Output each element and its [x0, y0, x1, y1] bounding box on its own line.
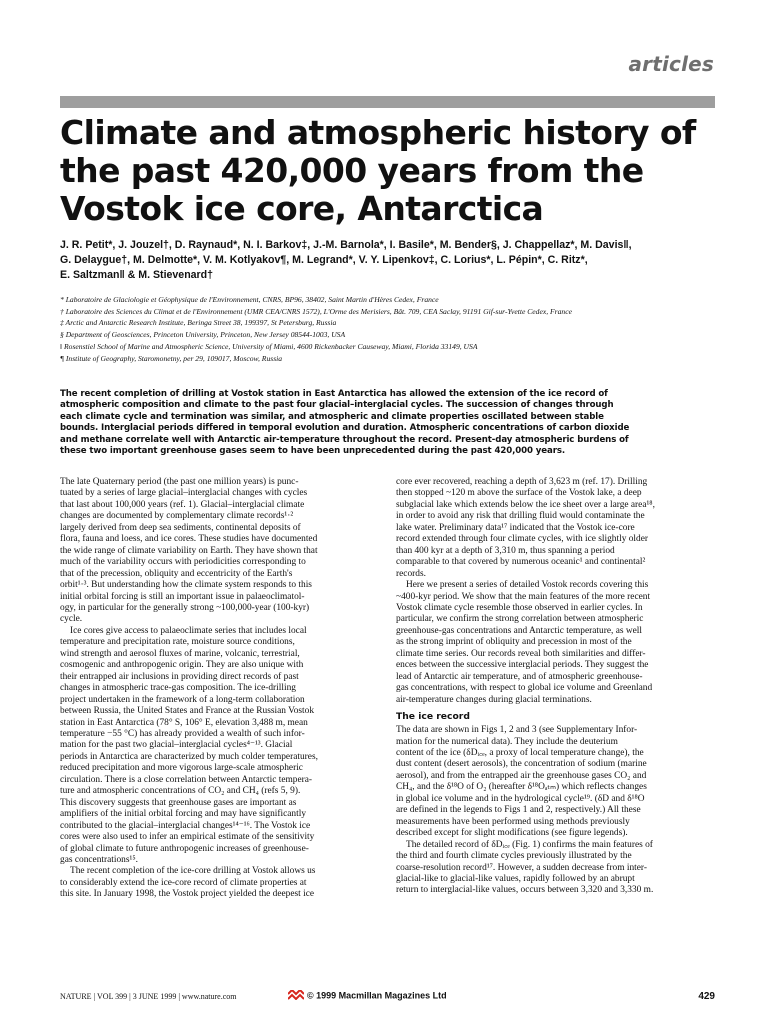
text-line: climate time series. Our records reveal both similarities and differ-	[396, 648, 646, 659]
page-number: 429	[698, 991, 715, 1002]
text-line: flora, fauna and loess, and ice cores. These studies have documented	[60, 534, 318, 545]
text-line: in global ice volume and in the hydrological cycle¹⁹. (δD and δ¹⁸O	[396, 793, 645, 804]
text-line: CH₄, and the δ¹⁸O of O₂ (hereafter δ¹⁸Oₐₜₘ) which reflects changes	[396, 782, 647, 793]
text-line: tuated by a series of large glacial–interglacial changes with cycles	[60, 488, 308, 499]
abstract	[60, 389, 720, 457]
header-rule	[60, 96, 715, 108]
journal-citation: NATURE | VOL 399 | 3 JUNE 1999 | www.nature.com	[60, 992, 237, 1001]
affiliation: § Department of Geosciences, Princeton University, Princeton, New Jersey 08544-1003, USA	[60, 330, 346, 340]
text-line: largely derived from deep sea sediments, continental deposits of	[60, 522, 301, 533]
text-line: described except for slight modifications (see figure legends).	[396, 828, 628, 839]
text-line: The data are shown in Figs 1, 2 and 3 (see Supplementary Infor-	[396, 725, 638, 736]
text-line: orbit¹·³. But understanding how the climate system responds to this	[60, 580, 312, 591]
text-line: station in East Antarctica (78° S, 106° E, elevation 3,488 m, mean	[60, 717, 308, 728]
text-line: temperature −55 °C) has already provided a wealth of such infor-	[60, 728, 305, 739]
macmillan-logo-icon	[288, 990, 304, 1002]
text-line: glacial-like to glacial-like values, rapidly followed by an abrupt	[396, 873, 635, 884]
text-line: ences between the successive interglacial periods. They suggest the	[396, 660, 649, 671]
affiliation: ‖ Rosenstiel School of Marine and Atmospheric Science, University of Miami, 4600 Rickenbacker Causeway, Miami, Florida 33149, USA	[60, 341, 478, 351]
text-line: subglacial lake which extends below the ice sheet over a large area¹⁸,	[396, 499, 655, 510]
text-line: periods in Antarctica are characterized by much colder temperatures,	[60, 751, 318, 762]
text-line: The late Quaternary period (the past one million years) is punc-	[60, 477, 299, 487]
text-line: temperature and precipitation rate, moisture source conditions,	[60, 637, 295, 648]
logo-wave-bottom	[288, 995, 304, 999]
article-title	[60, 114, 720, 228]
logo-wave-top	[288, 990, 304, 994]
abstract-line: each climate cycle and termination was similar, and atmospheric and climate properties oscillated between stable	[60, 411, 604, 422]
text-line: The detailed record of δDᵢ꜀ₑ (Fig. 1) confirms the main features of	[406, 839, 653, 850]
text-line: as the strong imprint of obliquity and precession in most of the	[396, 637, 632, 648]
text-line: the wide range of climate variability on Earth. They have shown that	[60, 545, 318, 556]
text-line: the third and fourth climate cycles previously illustrated by the	[396, 851, 632, 862]
text-line: this site. In January 1998, the Vostok project yielded the deepest ice	[60, 889, 315, 900]
text-line: contributed to the glacial–interglacial changes¹⁴⁻¹⁶. The Vostok ice	[60, 820, 311, 831]
body-column-right	[396, 477, 722, 897]
title-line: Climate and atmospheric history of	[60, 113, 696, 152]
text-line: cores were also used to infer an empirical estimate of the sensitivity	[60, 832, 315, 843]
text-line: mation for the past two glacial–interglacial cycles⁴⁻¹³. Glacial	[60, 740, 293, 751]
text-line: initial orbital forcing is still an important issue in palaeoclimatol-	[60, 591, 305, 602]
abstract-line: these two important greenhouse gases seem to have been unprecedented during the past 420,000 years.	[60, 446, 566, 457]
text-line: that of the precession, obliquity and eccentricity of the Earth's	[60, 568, 293, 579]
text-line: gas concentrations, with respect to global ice volume and Greenland	[396, 683, 653, 694]
affiliation: † Laboratoire des Sciences du Climat et de l'Environnement (UMR CEA/CNRS 1572), L'Orme des Merisiers, Bât. 709, CEA Saclay, 91191 Gif-sur-Yvette Cedex, France	[60, 306, 572, 316]
affiliation: ¶ Institute of Geography, Staromonetny, per 29, 109017, Moscow, Russia	[60, 353, 283, 363]
text-line: lead of Antarctic air temperature, and of atmospheric greenhouse-	[396, 671, 643, 682]
abstract-line: atmospheric composition and climate to the past four glacial–interglacial cycles. The succession of changes through	[60, 400, 614, 411]
text-line: return to interglacial-like values, occurs between 3,320 and 3,330 m.	[396, 885, 654, 896]
text-line: Ice cores give access to palaeoclimate series that includes local	[70, 625, 307, 636]
title-line: the past 420,000 years from the	[60, 151, 644, 190]
copyright-notice	[288, 990, 447, 1002]
body-paragraph	[60, 477, 386, 626]
author-line: E. Saltzman‖ & M. Stievenard†	[60, 269, 214, 281]
text-line: are defined in the legends to Figs 1 and 2, respectively.) All these	[396, 805, 641, 816]
affiliation: ‡ Arctic and Antarctic Research Institute, Beringa Street 38, 199397, St Petersburg, Russia	[60, 318, 337, 328]
body-paragraph	[396, 477, 722, 580]
author-line: G. Delaygue†, M. Delmotte*, V. M. Kotlyakov¶, M. Legrand*, V. Y. Lipenkov‡, C. Lorius*, L. Pépin*, C. Ritz*,	[60, 254, 588, 266]
text-line: changes in atmospheric trace-gas composition. The ice-drilling	[60, 683, 296, 694]
body-paragraph	[396, 840, 722, 897]
text-line: record extended through four climate cycles, with ice slightly older	[396, 534, 648, 545]
text-line: dust content (desert aerosols), the concentration of sodium (marine	[396, 759, 647, 770]
text-line: greenhouse-gas concentrations and Antarctic temperature, as well	[396, 625, 642, 636]
text-line: reduced precipitation and more vigorous large-scale atmospheric	[60, 763, 303, 774]
text-line: their entrapped air inclusions in providing direct records of past	[60, 671, 299, 682]
text-line: ture and atmospheric concentrations of CO₂ and CH₄ (refs 5, 9).	[60, 786, 301, 797]
text-line: gas concentrations¹⁵.	[60, 854, 138, 865]
text-line: Here we present a series of detailed Vostok records covering this	[406, 580, 649, 591]
text-line: ogy, in particular for the generally strong ~100,000-year (100-kyr)	[60, 602, 310, 613]
text-line: much of the variability occurs with periodicities corresponding to	[60, 557, 306, 568]
text-line: comparable to that covered by numerous oceanic¹ and continental²	[396, 557, 646, 568]
text-line: particular, we confirm the strong correlation between atmospheric	[396, 614, 644, 625]
body-paragraph	[396, 580, 722, 706]
text-line: coarse-resolution record¹⁷. However, a sudden decrease from inter-	[396, 862, 647, 873]
text-line: aerosol), and from the entrapped air the greenhouse gases CO₂ and	[396, 770, 647, 781]
author-list	[60, 238, 720, 283]
abstract-line: and methane correlate well with Antarctic air-temperature throughout the record. Present-day atmospheric burdens of	[60, 434, 629, 445]
text-line: cycle.	[60, 614, 83, 625]
section-heading: The ice record	[396, 711, 470, 723]
text-line: lake water. Preliminary data¹⁷ indicated that the Vostok ice-core	[396, 522, 635, 533]
text-line: Vostok climate cycle resemble those observed in earlier cycles. In	[396, 602, 643, 613]
text-line: wind strength and aerosol fluxes of marine, volcanic, terrestrial,	[60, 648, 300, 659]
text-line: content of the ice (δDᵢ꜀ₑ, a proxy of local temperature change), the	[396, 747, 644, 758]
body-column-left	[60, 477, 386, 901]
text-line: amplifiers of the initial orbital forcing and may have significantly	[60, 809, 307, 820]
text-line: mation for the numerical data). They include the deuterium	[396, 736, 618, 747]
text-line: that last about 100,000 years (ref. 1). Glacial–interglacial climate	[60, 499, 305, 510]
copyright-text: © 1999 Macmillan Magazines Ltd	[307, 990, 447, 1001]
text-line: air-temperature changes during glacial terminations.	[396, 694, 592, 705]
text-line: cosmogenic and anthropogenic origin. They are also unique with	[60, 660, 304, 671]
text-line: This discovery suggests that greenhouse gases are important as	[60, 797, 297, 808]
page-footer	[60, 990, 715, 1006]
text-line: then stopped ~120 m above the surface of the Vostok lake, a deep	[396, 488, 642, 499]
text-line: than 400 kyr at a depth of 3,310 m, thus spanning a period	[396, 545, 615, 556]
body-paragraph	[60, 866, 386, 900]
text-line: The recent completion of the ice-core drilling at Vostok allows us	[70, 866, 316, 877]
abstract-line: The recent completion of drilling at Vostok station in East Antarctica has allowed the extension of the ice record of	[60, 389, 608, 399]
text-line: records.	[396, 568, 426, 579]
section-label: articles	[628, 52, 714, 76]
body-paragraph	[396, 725, 722, 840]
text-line: project undertaken in the framework of a long-term collaboration	[60, 694, 305, 705]
text-line: ~400-kyr period. We show that the main features of the more recent	[396, 591, 651, 602]
text-line: measurements have been performed using methods previously	[396, 816, 630, 827]
abstract-line: bounds. Interglacial periods differed in temporal evolution and duration. Atmospheric concentrations of carbon dioxide	[60, 423, 630, 434]
text-line: to considerably extend the ice-core record of climate properties at	[60, 877, 307, 888]
title-line: Vostok ice core, Antarctica	[60, 189, 544, 228]
body-paragraph	[60, 626, 386, 867]
text-line: core ever recovered, reaching a depth of 3,623 m (ref. 17). Drilling	[396, 477, 648, 487]
text-line: changes are documented by complementary climate records¹·²	[60, 511, 294, 522]
text-line: between Russia, the United States and France at the Russian Vostok	[60, 706, 315, 717]
text-line: in order to avoid any risk that drilling fluid would contaminate the	[396, 511, 645, 522]
affiliation-list	[60, 294, 720, 364]
text-line: circulation. There is a close correlation between Antarctic tempera-	[60, 774, 313, 785]
text-line: of global climate to future anthropogenic increases of greenhouse-	[60, 843, 309, 854]
author-line: J. R. Petit*, J. Jouzel†, D. Raynaud*, N. I. Barkov‡, J.-M. Barnola*, I. Basile*, M. Bender§, J. Chappellaz*, M. Davis‖,	[60, 239, 632, 251]
affiliation: * Laboratoire de Glaciologie et Géophysique de l'Environnement, CNRS, BP96, 38402, Saint Martin d'Hères Cedex, France	[60, 295, 439, 304]
